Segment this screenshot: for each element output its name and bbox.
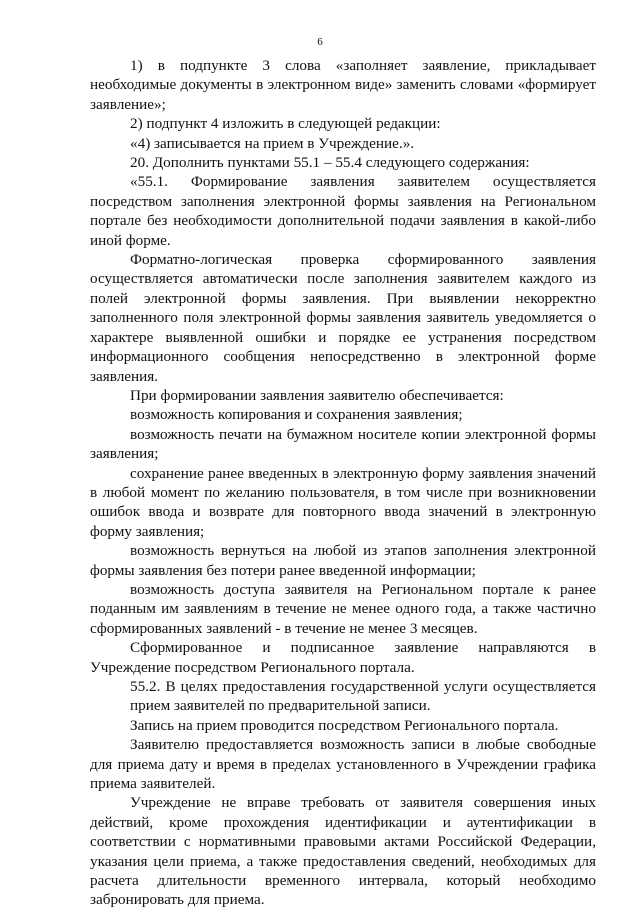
paragraph: Форматно-логическая проверка сформированного заявления осуществляется автоматически после заполнения заявителем каждого из полей электронной формы заявления. При выявлении некорректно заполненного поля электронной формы заявления заявитель уведомляется о характере выявленной ошибки и порядке ее устранения посредством информационного сообщения непосредственно в электронной форме заявления. [90,251,596,385]
paragraph: 20. Дополнить пунктами 55.1 – 55.4 следующего содержания: [130,154,530,172]
document-body [90,56,596,910]
paragraph: возможность вернуться на любой из этапов заполнения электронной формы заявления без потери ранее введенной информации; [90,542,596,579]
paragraph: прием заявителей по предварительной записи. [130,697,431,715]
paragraph: возможность копирования и сохранения заявления; [130,406,463,424]
paragraph: «4) записывается на прием в Учреждение.». [130,134,415,152]
paragraph: Сформированное и подписанное заявление направляются в Учреждение посредством Регионального портала. [90,639,596,676]
paragraph: Учреждение не вправе требовать от заявителя совершения иных действий, кроме прохождения идентификации и аутентификации в соответствии с нормативными правовыми актами Российской Федерации, указания цели приема, а также предоставления сведений, необходимых для расчета длительности временного интервала, который необходимо забронировать для приема. [90,794,596,909]
paragraph: Заявителю предоставляется возможность записи в любые свободные для приема дату и время в пределах установленного в Учреждении графика приема заявителей. [90,736,596,793]
paragraph: «55.1. Формирование заявления заявителем осуществляется посредством заполнения электронной формы заявления на Региональном портале без необходимости дополнительной подачи заявления в какой-либо иной форме. [90,173,596,249]
paragraph: возможность печати на бумажном носителе копии электронной формы заявления; [90,425,596,463]
paragraph: сохранение ранее введенных в электронную форму заявления значений в любой момент по желанию пользователя, в том числе при возникновении ошибок ввода и возврате для повторного ввода значений в электронную форму заявления; [90,464,596,540]
paragraph: 55.2. В целях предоставления государственной услуги осуществляется [130,678,596,695]
paragraph: 2) подпункт 4 изложить в следующей редакции: [130,115,441,133]
paragraph: Запись на прием проводится посредством Регионального портала. [130,716,559,734]
paragraph: При формировании заявления заявителю обеспечивается: [130,386,504,404]
paragraph: 1) в подпункте 3 слова «заполняет заявление, прикладывает необходимые документы в электронном виде» заменить словами «формирует заявление»; [90,57,596,113]
page-number: 6 [317,36,323,48]
paragraph: возможность доступа заявителя на Региональном портале к ранее поданным им заявлениям в течение не менее одного года, а также частично сформированных заявлений - в течение не менее 3 месяцев. [90,580,596,637]
